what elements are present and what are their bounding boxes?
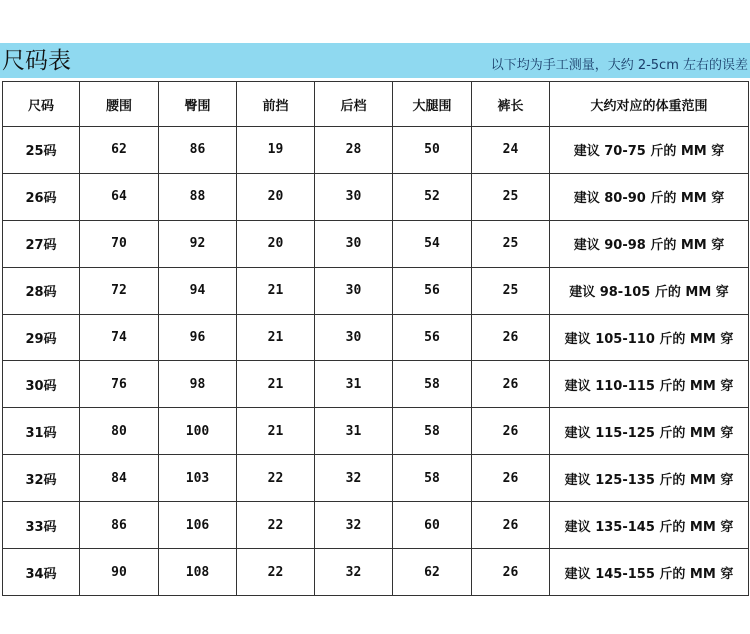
cell-front-rise: 22 <box>237 549 315 596</box>
cell-front-rise: 20 <box>237 220 315 267</box>
size-chart-banner <box>0 43 750 78</box>
cell-hip: 98 <box>159 361 237 408</box>
cell-weight-range: 建议 145-155 斤的 MM 穿 <box>550 549 749 596</box>
cell-thigh: 52 <box>393 173 472 220</box>
cell-waist: 72 <box>80 267 159 314</box>
column-header-pants-length: 裤长 <box>472 82 550 127</box>
cell-thigh: 54 <box>393 220 472 267</box>
cell-thigh: 58 <box>393 361 472 408</box>
cell-front-rise: 21 <box>237 361 315 408</box>
cell-front-rise: 19 <box>237 127 315 174</box>
table-row <box>3 408 749 455</box>
cell-thigh: 62 <box>393 549 472 596</box>
cell-waist: 84 <box>80 455 159 502</box>
cell-back-rise: 30 <box>315 220 393 267</box>
cell-back-rise: 31 <box>315 361 393 408</box>
table-row <box>3 361 749 408</box>
cell-weight-range: 建议 105-110 斤的 MM 穿 <box>550 314 749 361</box>
cell-size: 32码 <box>3 455 80 502</box>
cell-pants-length: 26 <box>472 455 550 502</box>
cell-thigh: 58 <box>393 408 472 455</box>
table-row <box>3 549 749 596</box>
cell-weight-range: 建议 90-98 斤的 MM 穿 <box>550 220 749 267</box>
cell-weight-range: 建议 98-105 斤的 MM 穿 <box>550 267 749 314</box>
cell-front-rise: 21 <box>237 314 315 361</box>
cell-waist: 64 <box>80 173 159 220</box>
cell-waist: 80 <box>80 408 159 455</box>
cell-size: 30码 <box>3 361 80 408</box>
cell-pants-length: 26 <box>472 502 550 549</box>
cell-back-rise: 32 <box>315 455 393 502</box>
cell-front-rise: 22 <box>237 502 315 549</box>
cell-size: 25码 <box>3 127 80 174</box>
cell-weight-range: 建议 125-135 斤的 MM 穿 <box>550 455 749 502</box>
table-row <box>3 314 749 361</box>
cell-front-rise: 20 <box>237 173 315 220</box>
table-row <box>3 173 749 220</box>
cell-back-rise: 32 <box>315 502 393 549</box>
cell-weight-range: 建议 115-125 斤的 MM 穿 <box>550 408 749 455</box>
table-row <box>3 502 749 549</box>
cell-waist: 86 <box>80 502 159 549</box>
column-header-size: 尺码 <box>3 82 80 127</box>
column-header-back-rise: 后档 <box>315 82 393 127</box>
cell-weight-range: 建议 135-145 斤的 MM 穿 <box>550 502 749 549</box>
table-row <box>3 267 749 314</box>
cell-thigh: 56 <box>393 267 472 314</box>
table-row <box>3 127 749 174</box>
size-chart-title: 尺码表 <box>2 48 71 74</box>
cell-pants-length: 25 <box>472 173 550 220</box>
cell-waist: 90 <box>80 549 159 596</box>
cell-back-rise: 31 <box>315 408 393 455</box>
cell-size: 26码 <box>3 173 80 220</box>
cell-size: 34码 <box>3 549 80 596</box>
cell-pants-length: 25 <box>472 267 550 314</box>
cell-hip: 103 <box>159 455 237 502</box>
measurement-note: 以下均为手工测量，大约 2-5cm 左右的误差 <box>490 58 748 73</box>
cell-thigh: 56 <box>393 314 472 361</box>
cell-pants-length: 26 <box>472 361 550 408</box>
table-row <box>3 455 749 502</box>
cell-size: 28码 <box>3 267 80 314</box>
column-header-hip: 臀围 <box>159 82 237 127</box>
cell-waist: 76 <box>80 361 159 408</box>
cell-pants-length: 26 <box>472 549 550 596</box>
cell-waist: 62 <box>80 127 159 174</box>
cell-hip: 94 <box>159 267 237 314</box>
cell-hip: 92 <box>159 220 237 267</box>
size-table <box>2 81 749 596</box>
cell-front-rise: 21 <box>237 408 315 455</box>
cell-thigh: 58 <box>393 455 472 502</box>
cell-back-rise: 32 <box>315 549 393 596</box>
cell-size: 27码 <box>3 220 80 267</box>
cell-back-rise: 28 <box>315 127 393 174</box>
cell-waist: 70 <box>80 220 159 267</box>
cell-back-rise: 30 <box>315 314 393 361</box>
cell-pants-length: 25 <box>472 220 550 267</box>
cell-front-rise: 21 <box>237 267 315 314</box>
cell-pants-length: 26 <box>472 408 550 455</box>
cell-hip: 88 <box>159 173 237 220</box>
column-header-weight-range: 大约对应的体重范围 <box>550 82 749 127</box>
cell-waist: 74 <box>80 314 159 361</box>
cell-pants-length: 24 <box>472 127 550 174</box>
cell-hip: 108 <box>159 549 237 596</box>
column-header-thigh: 大腿围 <box>393 82 472 127</box>
cell-weight-range: 建议 110-115 斤的 MM 穿 <box>550 361 749 408</box>
column-header-front-rise: 前挡 <box>237 82 315 127</box>
cell-front-rise: 22 <box>237 455 315 502</box>
cell-thigh: 50 <box>393 127 472 174</box>
cell-hip: 106 <box>159 502 237 549</box>
table-row <box>3 220 749 267</box>
cell-back-rise: 30 <box>315 173 393 220</box>
cell-size: 31码 <box>3 408 80 455</box>
cell-weight-range: 建议 80-90 斤的 MM 穿 <box>550 173 749 220</box>
cell-thigh: 60 <box>393 502 472 549</box>
cell-back-rise: 30 <box>315 267 393 314</box>
cell-size: 29码 <box>3 314 80 361</box>
cell-weight-range: 建议 70-75 斤的 MM 穿 <box>550 127 749 174</box>
cell-pants-length: 26 <box>472 314 550 361</box>
cell-hip: 86 <box>159 127 237 174</box>
cell-hip: 96 <box>159 314 237 361</box>
column-header-waist: 腰围 <box>80 82 159 127</box>
cell-size: 33码 <box>3 502 80 549</box>
cell-hip: 100 <box>159 408 237 455</box>
table-header-row <box>3 82 749 127</box>
